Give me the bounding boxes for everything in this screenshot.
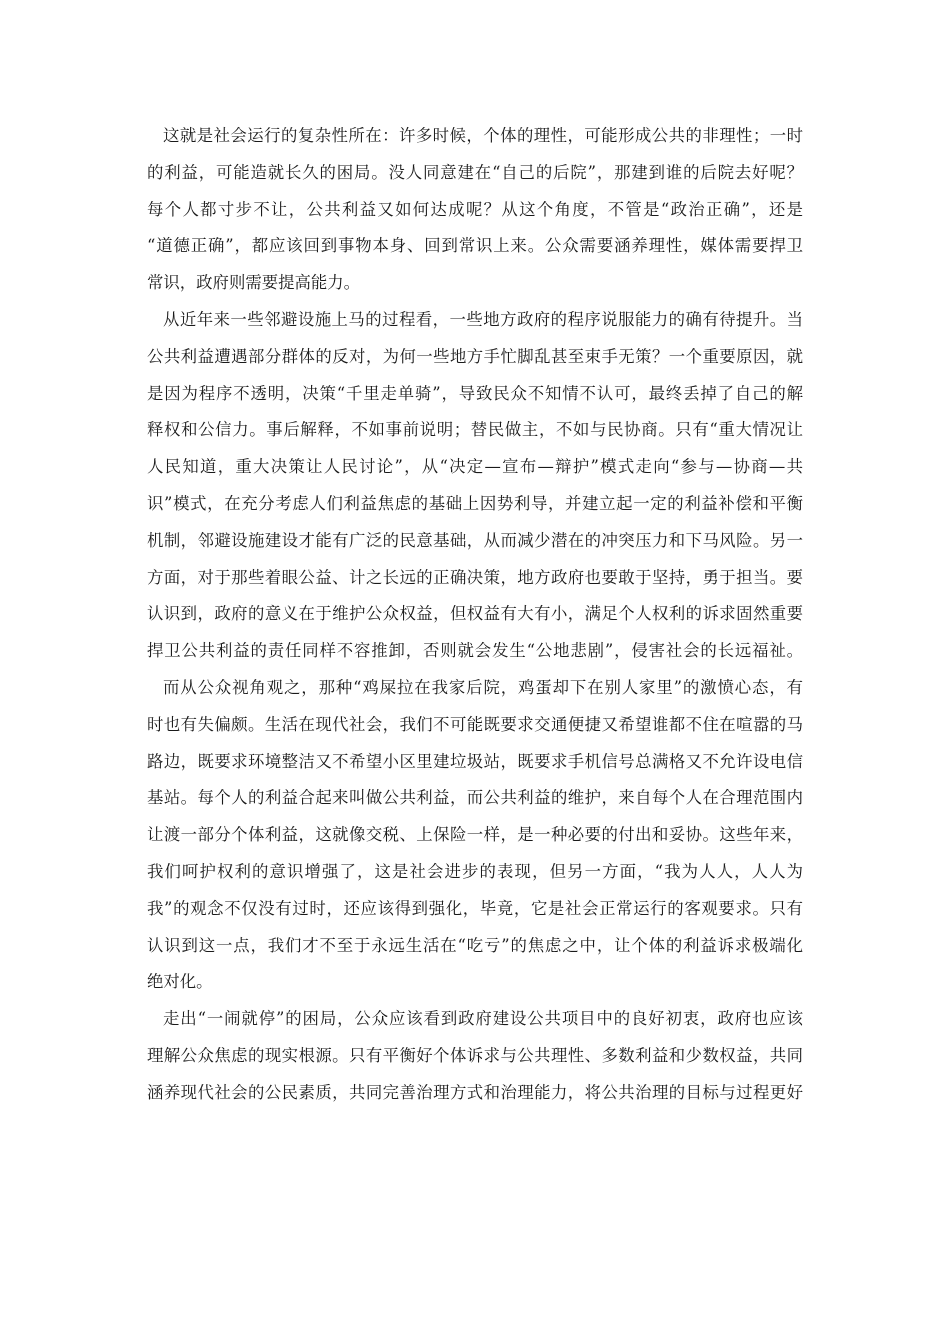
paragraph-1-line-5: 常识，政府则需要提高能力。 [147,273,361,293]
paragraph-3-line-9: 绝对化。 [147,972,213,992]
paragraph-3-line-3: 路边，既要求环境整洁又不希望小区里建垃圾站，既要求手机信号总满格又不允许设电信 [147,751,803,771]
paragraph-3-line-2: 时也有失偏颇。生活在现代社会，我们不可能既要求交通便捷又希望谁都不住在喧嚣的马 [147,714,803,734]
paragraph-3-line-1: 而从公众视角观之，那种“鸡屎拉在我家后院，鸡蛋却下在别人家里”的激愤心态，有 [163,677,803,697]
paragraph-3-line-5: 让渡一部分个体利益，这就像交税、上保险一样，是一种必要的付出和妥协。这些年来， [147,825,803,845]
paragraph-2-line-10: 捍卫公共利益的责任同样不容推卸，否则就会发生“公地悲剧”，侵害社会的长远福祉。 [147,641,803,661]
paragraph-2-line-3: 是因为程序不透明，决策“千里走单骑”，导致民众不知情不认可，最终丢掉了自己的解 [147,383,803,403]
paragraph-4-line-2: 理解公众焦虑的现实根源。只有平衡好个体诉求与公共理性、多数利益和少数权益，共同 [147,1045,803,1065]
paragraph-3-line-8: 认识到这一点，我们才不至于永远生活在“吃亏”的焦虑之中，让个体的利益诉求极端化 [147,935,803,955]
paragraph-1-line-2: 的利益，可能造就长久的困局。没人同意建在“自己的后院”，那建到谁的后院去好呢？ [147,162,803,182]
paragraph-4-line-3: 涵养现代社会的公民素质，共同完善治理方式和治理能力，将公共治理的目标与过程更好 [147,1082,803,1102]
paragraph-2-line-1: 从近年来一些邻避设施上马的过程看，一些地方政府的程序说服能力的确有待提升。当 [163,309,803,329]
paragraph-2-line-5: 人民知道，重大决策让人民讨论”，从“决定—宣布—辩护”模式走向“参与—协商—共 [147,457,803,477]
paragraph-3-line-6: 我们呵护权利的意识增强了，这是社会进步的表现，但另一方面，“我为人人，人人为 [147,861,803,881]
paragraph-3-line-7: 我”的观念不仅没有过时，还应该得到强化，毕竟，它是社会正常运行的客观要求。只有 [147,898,803,918]
document-body [147,118,803,1112]
paragraph-2-line-8: 方面，对于那些着眼公益、计之长远的正确决策，地方政府也要敢于坚持，勇于担当。要 [147,567,803,587]
paragraph-1-line-1: 这就是社会运行的复杂性所在：许多时候，个体的理性，可能形成公共的非理性；一时 [163,126,803,145]
paragraph-1-line-3: 每个人都寸步不让，公共利益又如何达成呢？从这个角度，不管是“政治正确”，还是 [147,199,803,219]
paragraph-1-line-4: “道德正确”，都应该回到事物本身、回到常识上来。公众需要涵养理性，媒体需要捍卫 [147,236,803,256]
paragraph-4-line-1: 走出“一闹就停”的困局，公众应该看到政府建设公共项目中的良好初衷，政府也应该 [163,1009,803,1029]
paragraph-2-line-4: 释权和公信力。事后解释，不如事前说明；替民做主，不如与民协商。只有“重大情况让 [147,420,803,440]
paragraph-2-line-2: 公共利益遭遇部分群体的反对，为何一些地方手忙脚乱甚至束手无策？一个重要原因，就 [147,346,803,366]
paragraph-2-line-9: 认识到，政府的意义在于维护公众权益，但权益有大有小，满足个人权利的诉求固然重要 [147,604,803,624]
paragraph-3-line-4: 基站。每个人的利益合起来叫做公共利益，而公共利益的维护，来自每个人在合理范围内 [147,788,803,808]
paragraph-2-line-7: 机制，邻避设施建设才能有广泛的民意基础，从而减少潜在的冲突压力和下马风险。另一 [147,530,803,550]
paragraph-2-line-6: 识”模式，在充分考虑人们利益焦虑的基础上因势利导，并建立起一定的利益补偿和平衡 [147,493,803,513]
